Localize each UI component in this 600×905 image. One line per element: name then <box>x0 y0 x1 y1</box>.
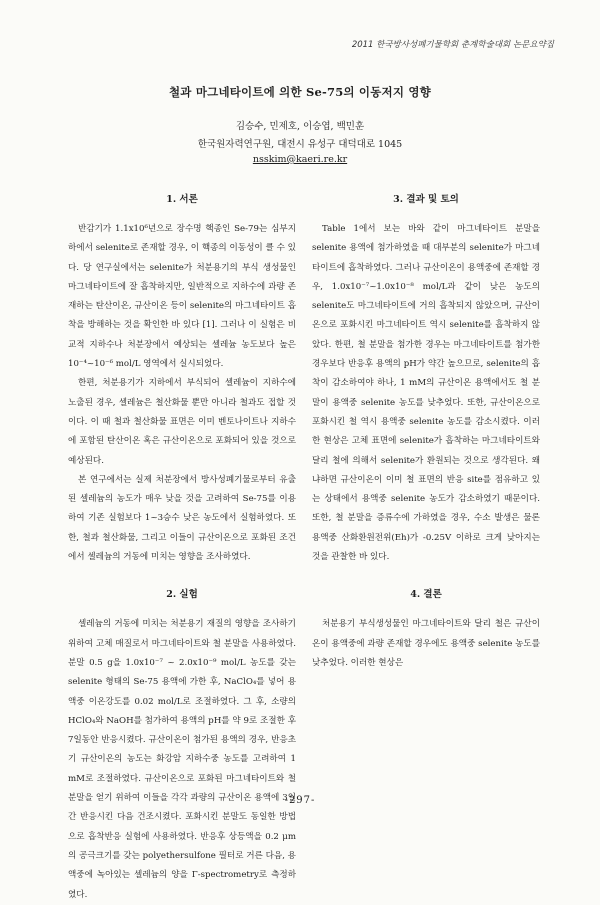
section-gap <box>312 567 540 585</box>
section-heading-conclusion: 4. 결론 <box>410 589 442 601</box>
conclusion-paragraph: 처분용기 부식생성물인 마그네타이트와 달리 철은 규산이온이 용액중에 과량 존재할 경우에도 용액중 selenite 농도를 낮추었다. 이러한 현상은 <box>312 619 540 668</box>
results-paragraph: Table 1에서 보는 바와 같이 마그네타이트 분말을 selenite 용액에 첨가하였을 때 대부분의 selenite가 마그네타이트에 흡착하였다. 그러나 규산이온이 용액중에 존재할 경우, 1.0x10⁻⁷~1.0x10⁻⁸ mol/L과 같이 낮은 농도의 selenite도 마그네타이트에 거의 흡착되지 않았으며, 규산이온으로 포화시킨 마그네타이트 역시 selenite를 흡착하지 않았다. 한편, 철 분말을 첨가한 경우는 마그네타이트를 첨가한 경우보다 반응후 용액의 pH가 약간 높으므로, selenite의 흡착이 감소하여야 하나, 1 mM의 규산이온 용액에서도 철 분말이 용액중 selenite 농도를 낮추었다. 또한, 규산이온으로 포화시킨 철 역시 용액중 selenite 농도를 감소시켰다. 이러한 현상은 고체 표면에 selenite가 흡착하는 마그네타이트와 달리 철에 의해서 selenite가 환원되는 것으로 생각된다. 왜냐하면 규산이온이 이미 철 표면의 반응 site를 점유하고 있는 상태에서 용액중 selenite 농도가 감소하였기 때문이다. 또한, 철 분말을 증류수에 가하였을 경우, 수소 발생은 물론 용액중 산화환원전위(Eh)가 -0.25V 이하로 크게 낮아지는 것을 관찰한 바 있다. <box>312 224 540 563</box>
author-email[interactable]: nsskim@kaeri.re.kr <box>252 154 348 165</box>
experiment-paragraph: 셀레늄의 거동에 미치는 처분용기 재질의 영향을 조사하기 위하여 고체 매질로서 마그네타이트와 철 분말을 사용하였다. 분말 0.5 g을 1.0x10⁻⁷ ~ 2.0x10⁻⁹ mol/L 농도를 갖는 selenite 형태의 Se-75 용액에 가한 후, NaClO₄를 넣어 용액중 이온강도를 0.02 mol/L로 조절하였다. 그 후, 소량의 HClO₄와 NaOH를 첨가하여 용액의 pH를 약 9로 조절한 후 7일동안 반응시켰다. 규산이온이 첨가된 용액의 경우, 반응초기 규산이온의 농도는 화강암 지하수중 농도를 고려하여 1 mM로 조절하였다. 규산이온으로 포화된 마그네타이트와 철 분말을 얻기 위하여 이들을 각각 과량의 규산이온 용액에 3일간 반응시킨 다음 건조시켰다. 포화시킨 분말도 동일한 방법으로 흡착반응 실험에 사용하였다. 반응후 상등액을 0.2 μm의 공극크기를 갖는 polyethersulfone 필터로 거른 다음, 용액중에 녹아있는 셀레늄의 양을 Γ-spectrometry로 측정하였다. <box>68 619 296 900</box>
author-list: 김승수, 민제호, 이승엽, 백민훈 <box>235 121 365 132</box>
intro-paragraph: 한편, 처분용기가 지하에서 부식되어 셀레늄이 지하수에 노출된 경우, 셀레늄은 철산화물 뿐만 아니라 철과도 접할 것이다. 이 때 철과 철산화물 표면은 이미 벤토나이트나 지하수에 포함된 탄산이온 혹은 규산이온으로 포화되어 있을 것으로 예상된다. <box>68 378 296 466</box>
intro-paragraph: 본 연구에서는 실제 처분장에서 방사성폐기물로부터 유출된 셀레늄의 농도가 매우 낮을 것을 고려하여 Se-75를 이용하여 기존 실험보다 1~3승수 낮은 농도에서 실험하였다. 또한, 철과 철산화물, 그리고 이들이 규산이온으로 포화된 조건에서 셀레늄의 거동에 미치는 영향을 조사하였다. <box>68 474 296 563</box>
section-heading-experiment: 2. 실험 <box>166 589 198 601</box>
paper-title: 철과 마그네타이트에 의한 Se-75의 이동저지 영향 <box>169 85 431 99</box>
page-number: -297- <box>284 795 316 806</box>
section-heading-results: 3. 결과 및 토의 <box>393 194 459 205</box>
proceedings-header: 2011 한국방사성폐기물학회 춘계학술대회 논문요약집 <box>351 40 554 50</box>
intro-paragraph: 반감기가 1.1x10⁶년으로 장수명 핵종인 Se-79는 심부지하에서 selenite로 존재할 경우, 이 핵종의 이동성이 클 수 있다. 당 연구실에서는 selenite가 처분용기의 부식 생성물인 마그네타이트에 잘 흡착하지만, 일반적으로 지하수에 과량 존재하는 탄산이온, 규산이온 등이 selenite의 마그네타이트 흡착을 방해하는 것을 확인한 바 있다 [1]. 그러나 이 실험은 비교적 지하수나 처분장에서 예상되는 셀레늄 농도보다 높은 10⁻⁴~10⁻⁶ mol/L 영역에서 실시되었다. <box>68 224 296 370</box>
right-column <box>312 190 540 673</box>
section-heading-intro: 1. 서론 <box>166 194 198 205</box>
affiliation: 한국원자력연구원, 대전시 유성구 대덕대로 1045 <box>197 139 403 150</box>
section-gap <box>68 567 296 585</box>
